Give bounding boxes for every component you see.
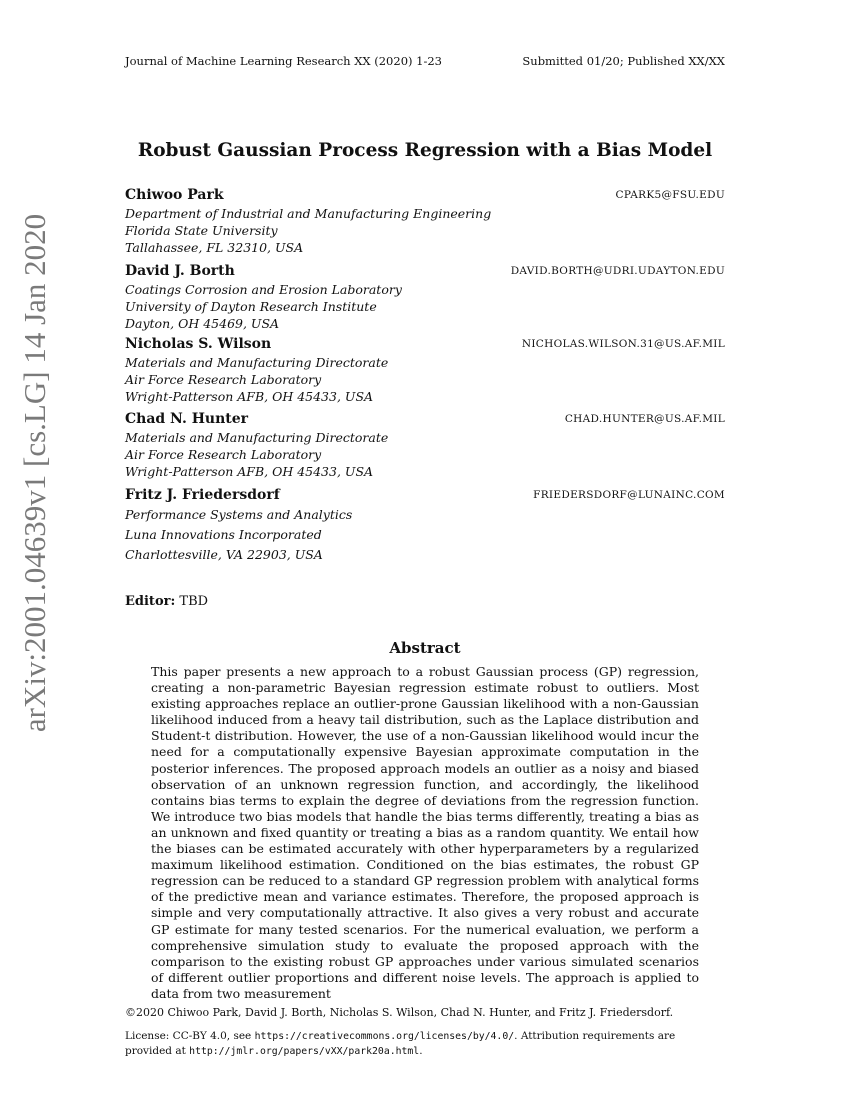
- author-name: David J. Borth: [125, 263, 235, 279]
- author-affiliation: Materials and Manufacturing Directorate: [125, 355, 389, 370]
- license-end: .: [419, 1045, 423, 1057]
- abstract-text: This paper presents a new approach to a robust Gaussian process (GP) regression, creating a non-parametric Bayesian regression estimate robust to outliers. Most existing approaches replace an outlier-prone Gaussian likelihood with a non-Gaussian likelihood induced from a heavy tail distribution, such as the Laplace distribution and Student-t distribution. However, the use of a non-Gaussian likelihood would incur the need for a computationally expensive Bayesian approximate computation in the posterior inferences. The proposed approach models an outlier as a noisy and biased observation of an unknown regression function, and accordingly, the likelihood contains bias terms to explain the degree of deviations from the regression function. We introduce two bias models that handle the bias terms differently, treating a bias as an unknown and fixed quantity or treating a bias as a random quantity. We entail how the biases can be estimated accurately with other hyperparameters by a regularized maximum likelihood estimation. Conditioned on the bias estimates, the robust GP regression can be reduced to a standard GP regression problem with analytical forms of the predictive mean and variance estimates. Therefore, the proposed approach is simple and very computationally attractive. It also gives a very robust and accurate GP estimate for many tested scenarios. For the numerical evaluation, we perform a comprehensive simulation study to evaluate the proposed approach with the comparison to the existing robust GP approaches under various simulated scenarios of different outlier proportions and different noise levels. The approach is applied to data from two measurement: [151, 664, 699, 1001]
- author-affiliation: Luna Innovations Incorporated: [125, 527, 322, 542]
- author-affiliation: Performance Systems and Analytics: [125, 507, 353, 522]
- running-header-dates: Submitted 01/20; Published XX/XX: [522, 54, 725, 68]
- author-affiliation: University of Dayton Research Institute: [125, 299, 377, 314]
- editor-label: Editor:: [125, 594, 176, 609]
- author-affiliation: Florida State University: [125, 223, 278, 238]
- arxiv-stamp: arXiv:2001.04639v1 [cs.LG] 14 Jan 2020: [17, 213, 52, 733]
- paper-title: Robust Gaussian Process Regression with a Bias Model: [137, 140, 713, 161]
- running-header-journal: Journal of Machine Learning Research XX (2020) 1-23: [125, 54, 442, 68]
- author-block: [125, 410, 725, 480]
- license-mid: . Attribution requirements are provided at: [125, 1030, 676, 1057]
- abstract-heading: Abstract: [389, 639, 461, 657]
- copyright-notice: ©2020 Chiwoo Park, David J. Borth, Nicholas S. Wilson, Chad N. Hunter, and Fritz J. Friedersdorf.: [125, 1006, 674, 1019]
- author-email: DAVID.BORTH@UDRI.UDAYTON.EDU: [510, 265, 725, 277]
- author-affiliation: Air Force Research Laboratory: [125, 372, 322, 387]
- author-affiliation: Air Force Research Laboratory: [125, 447, 322, 462]
- author-email: CPARK5@FSU.EDU: [615, 189, 725, 201]
- author-name: Fritz J. Friedersdorf: [125, 487, 280, 503]
- author-email: CHAD.HUNTER@US.AF.MIL: [564, 413, 725, 425]
- author-email: NICHOLAS.WILSON.31@US.AF.MIL: [521, 338, 725, 350]
- author-affiliation: Coatings Corrosion and Erosion Laboratory: [125, 282, 402, 297]
- author-block: [125, 262, 725, 332]
- license-prefix: License: CC-BY 4.0, see: [125, 1030, 255, 1042]
- author-affiliation: Wright-Patterson AFB, OH 45433, USA: [125, 464, 374, 479]
- license-link[interactable]: https://creativecommons.org/licenses/by/4.0/: [254, 1031, 515, 1042]
- author-name: Chiwoo Park: [125, 187, 224, 203]
- author-block: [125, 186, 725, 256]
- editor-value: TBD: [179, 594, 209, 609]
- paper-link[interactable]: http://jmlr.org/papers/vXX/park20a.html: [189, 1046, 420, 1057]
- author-name: Nicholas S. Wilson: [125, 336, 272, 352]
- author-affiliation: Charlottesville, VA 22903, USA: [125, 547, 323, 562]
- author-affiliation: Department of Industrial and Manufacturing Engineering: [125, 206, 492, 221]
- author-block: [125, 486, 725, 565]
- author-affiliation: Dayton, OH 45469, USA: [125, 316, 280, 331]
- author-affiliation: Wright-Patterson AFB, OH 45433, USA: [125, 389, 374, 404]
- editor-line: [125, 594, 208, 609]
- license-notice: [125, 1029, 725, 1059]
- author-email: FRIEDERSDORF@LUNAINC.COM: [533, 489, 725, 501]
- author-name: Chad N. Hunter: [125, 411, 249, 427]
- author-affiliation: Materials and Manufacturing Directorate: [125, 430, 389, 445]
- author-affiliation: Tallahassee, FL 32310, USA: [125, 240, 304, 255]
- author-block: [125, 335, 725, 405]
